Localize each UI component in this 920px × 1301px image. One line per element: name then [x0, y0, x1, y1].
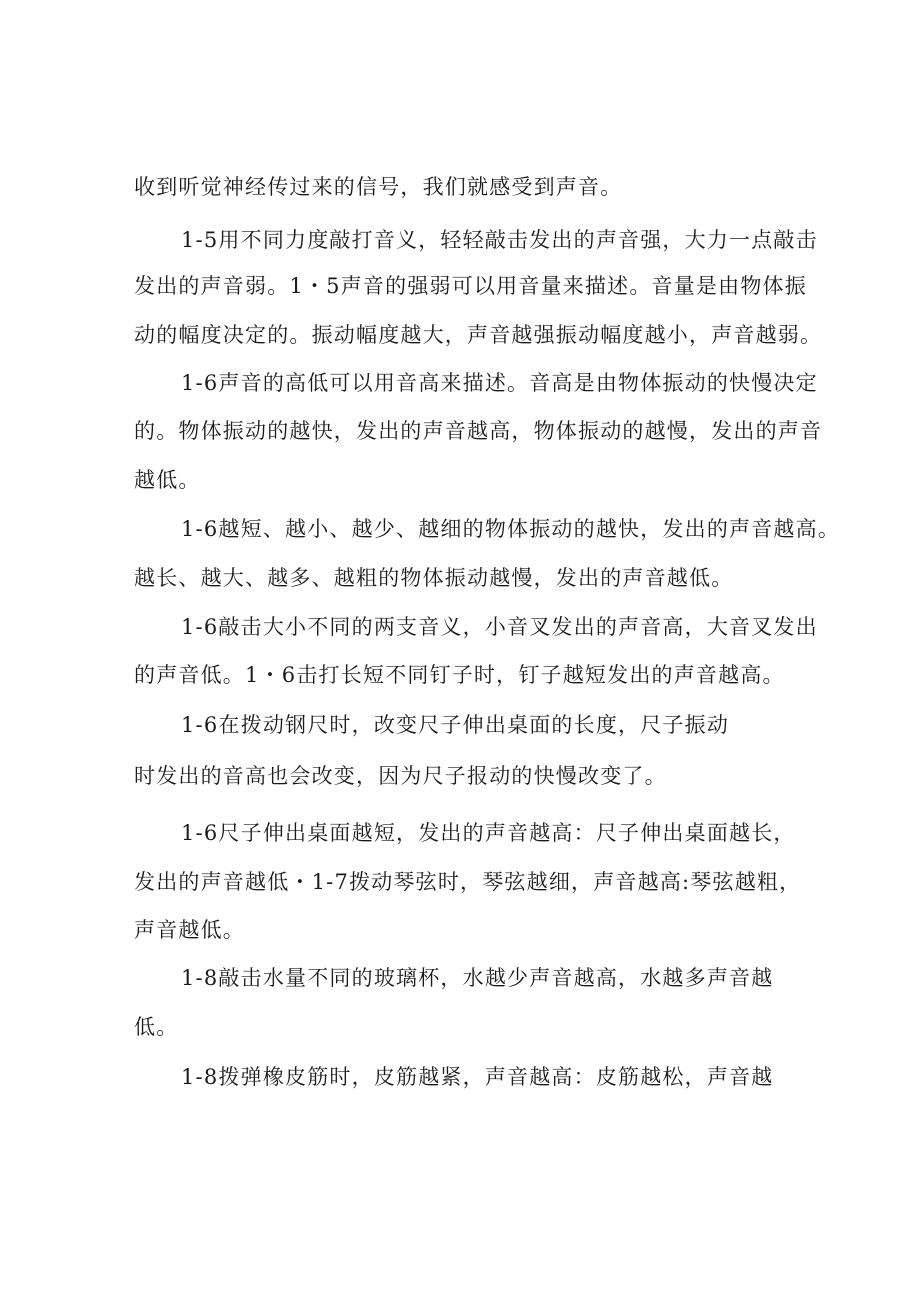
text-line: 1-6越短、越小、越少、越细的物体振动的越快，发出的声音越高。	[181, 517, 841, 541]
text-line: 声音越低。	[134, 918, 245, 942]
text-line: 的声音低。1・6击打长短不同钉子时，钉子越短发出的声音越高。	[134, 663, 785, 687]
text-line: 发出的声音越低・1-7拨动琴弦时，琴弦越细，声音越高:琴弦越粗，	[134, 870, 802, 894]
text-line: 动的幅度决定的。振动幅度越大，声音越强振动幅度越小，声音越弱。	[134, 323, 823, 347]
text-line: 时发出的音高也会改变，因为尺子报动的快慢改变了。	[134, 764, 667, 788]
text-line: 1-6在拨动钢尺时，改变尺子伸出桌面的长度，尺子振动	[181, 713, 730, 737]
text-line: 越低。	[134, 468, 201, 492]
text-line: 发出的声音弱。1・5声音的强弱可以用音量来描述。音量是由物体振	[134, 274, 807, 298]
text-line: 1-5用不同力度敲打音义，轻轻敲击发出的声音强，大力一点敲击	[181, 228, 818, 252]
text-line: 1-8拨弹橡皮筋时，皮筋越紧，声音越高：皮筋越松，声音越	[181, 1065, 774, 1089]
text-line: 1-6尺子伸出桌面越短，发出的声音越高：尺子伸出桌面越长，	[181, 821, 796, 845]
text-line: 1-6敲击大小不同的两支音义，小音叉发出的声音高，大音叉发出	[181, 615, 818, 639]
text-line: 1-6声音的高低可以用音高来描述。音高是由物体振动的快慢决定	[181, 371, 818, 395]
text-line: 的。物体振动的越快，发出的声音越高，物体振动的越慢，发出的声音	[134, 419, 823, 443]
text-line: 越长、越大、越多、越粗的物体振动越慢，发出的声音越低。	[134, 566, 734, 590]
text-line: 收到听觉神经传过来的信号，我们就感受到声音。	[134, 175, 623, 199]
text-line: 低。	[134, 1015, 179, 1039]
text-line: 1-8敲击水量不同的玻璃杯，水越少声音越高，水越多声音越	[181, 966, 774, 990]
